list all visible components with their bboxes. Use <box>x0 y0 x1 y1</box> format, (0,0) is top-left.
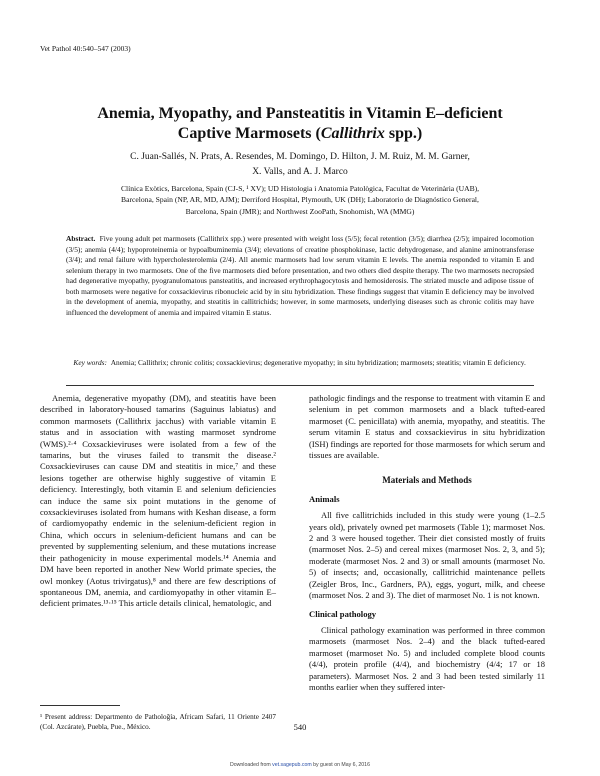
abstract-text: Five young adult pet marmosets (Callithrix spp.) were presented with weight loss (5/5); fecal retention (3/5); diarrhea (2/5); impaired locomotion (3/5); anemia (4/4); hypoproteinemia or hypoalbuminemia (3/4); elevations of creatine phosphokinase, lactic dehydrogenase, and alanine aminotransferase (3/4); and renal failure with hypercholesterolemia (2/4). All anemic marmosets had low serum vitamin E levels. The anemia responded to vitamin E and selenium therapy in two marmosets. One of the five marmosets died before presentation, and two others died despite therapy. The two marmosets necropsied had degenerative myopathy, pyogranulomatous pansteatitis, and increased erythrophagocytosis and hemosiderosis. The striated muscle and adipose tissue of both marmosets were negative for coxsackievirus ribonucleic acid by in situ hybridization. These findings suggest that vitamin E deficiency may be involved in the development of anemia, myopathy, and steatitis in callitrichids; however, in some marmosets, underlying diseases such as chronic colitis may have influenced the development of anemia and impaired vitamin E status. <box>66 234 534 317</box>
title-prefix: Captive Marmosets ( <box>177 125 321 142</box>
title-line-1: Anemia, Myopathy, and Pansteatitis in Vitamin E–deficient <box>97 105 503 122</box>
download-prefix: Downloaded from <box>230 762 271 768</box>
animals-heading: Animals <box>309 493 340 504</box>
title-genus: Callithrix <box>320 125 385 142</box>
page-number: 540 <box>293 722 307 732</box>
author-list <box>40 150 560 180</box>
section-divider <box>66 385 534 386</box>
footnote: ¹ Present address: Departmento de Patholoğía, Africam Safari, 11 Oriente 2407 (Col. Azcárate), Puebla, Pue., México. <box>40 713 276 731</box>
animals-paragraph: All five callitrichids included in this study were young (1–2.5 years old), privately owned pet marmosets (Table 1); marmoset Nos. 2 and 3 were housed together. Their diet consisted mostly of fruits (marmoset Nos. 2–5) and cereal mixes (marmoset Nos. 2, 3, and 5); moderate (marmoset Nos. 2 and 3) or small amounts (marmoset No. 5) of insects; and, occasionally, callitrichid maintenance pellets (Zeigler Bros, Inc., Gardners, PA), eggs, yogurt, milk, and cheese (marmoset Nos. 2 and 3). The diet of marmoset No. 1 is not known. <box>309 510 545 601</box>
intro-paragraph: Anemia, degenerative myopathy (DM), and steatitis have been described in laboratory-housed tamarins (Saguinus labiatus) and common marmosets (Callithrix jacchus) with variable vitamin E status and in association with wasting marmoset syndrome (WMS).²·⁴ Coxsackieviruses were isolated from a few of the tamarins, but the viruses failed to transmit the disease.² Coxsackieviruses can cause DM and steatitis in mice,⁷ and these lesions together are otherwise highly suggestive of vitamin E deficiency. Interestingly, both vitamin E and selenium deficiencies can induce the same six point mutations in the genome of coxsackieviruses isolated from humans with Keshan disease, a form of cardiomyopathy endemic in the selenium-deficient region in China, which occurs in selenium-deficient humans and can be prevented by supplementing selenium, and these mutations increase their pathogenicity in mouse experimental models.¹⁴ Anemia and DM have been reported in another New World primate species, the owl monkey (Aotus trivirgatus),⁸ and there are few descriptions of spontaneous DM, anemia, and cardiomyopathy in other vitamin E–deficient primates.¹³·¹⁵ This article details clinical, hematologic, and <box>40 393 276 609</box>
title-suffix: spp.) <box>384 125 423 142</box>
authors-line-2: X. Valls, and A. J. Marco <box>252 167 348 177</box>
right-column <box>309 393 545 693</box>
left-column <box>40 393 276 610</box>
affiliation-line-1: Clínica Exòtics, Barcelona, Spain (CJ-S, ¹ XV); UD Histologia i Anatomia Patològica, Facultat de Veterinària (UAB), <box>120 184 480 193</box>
footnote-rule <box>40 705 120 706</box>
affiliation-line-3: Barcelona, Spain (JMR); and Northwest ZooPath, Snohomish, WA (MMG) <box>185 206 415 216</box>
download-notice <box>0 762 600 768</box>
keywords-text: Anemia; Callithrix; chronic colitis; coxsackievirus; degenerative myopathy; in situ hybridization; marmosets; steatitis; vitamin E deficiency. <box>110 358 526 367</box>
authors-line-1: C. Juan-Sallés, N. Prats, A. Resendes, M. Domingo, D. Hilton, J. M. Ruiz, M. M. Garner, <box>130 152 470 162</box>
clinical-pathology-heading: Clinical pathology <box>309 608 377 619</box>
affiliations <box>66 183 534 217</box>
affiliation-line-2: Barcelona, Spain (NP, AR, MD, AJM); Derriford Hospital, Plymouth, UK (DH); Laboratorio de Diagnóstico General, <box>121 195 479 205</box>
journal-citation: Vet Pathol 40:540–547 (2003) <box>40 44 131 53</box>
section-heading: Materials and Methods <box>382 475 472 486</box>
keywords <box>66 358 534 369</box>
intro-continuation: pathologic findings and the response to treatment with vitamin E and selenium in pet common marmosets and a black tufted-eared marmoset (C. penicillata) with anemia, myopathy, and steatitis. The serum vitamin E status and coxsackievirus in situ hybridization (ISH) findings are reported for those marmosets for which serum and tissues are available. <box>309 393 545 461</box>
keywords-label: Key words: <box>73 358 107 367</box>
download-suffix: by guest on May 6, 2016 <box>313 762 370 768</box>
download-link[interactable]: vet.sagepub.com <box>272 762 312 768</box>
clinical-pathology-paragraph: Clinical pathology examination was performed in three common marmosets (marmoset Nos. 2–4) and the black tufted-eared marmoset (marmoset No. 5) and included complete blood counts (4/4), protein profile (4/4), and biochemistry (4/4; 17 or 18 parameters). Marmoset Nos. 2 and 3 had been tested similarly 11 months earlier when they suffered inter- <box>309 624 545 692</box>
abstract <box>66 234 534 318</box>
article-title <box>40 104 560 144</box>
title-line-2 <box>40 124 560 144</box>
abstract-label: Abstract. <box>66 234 96 243</box>
